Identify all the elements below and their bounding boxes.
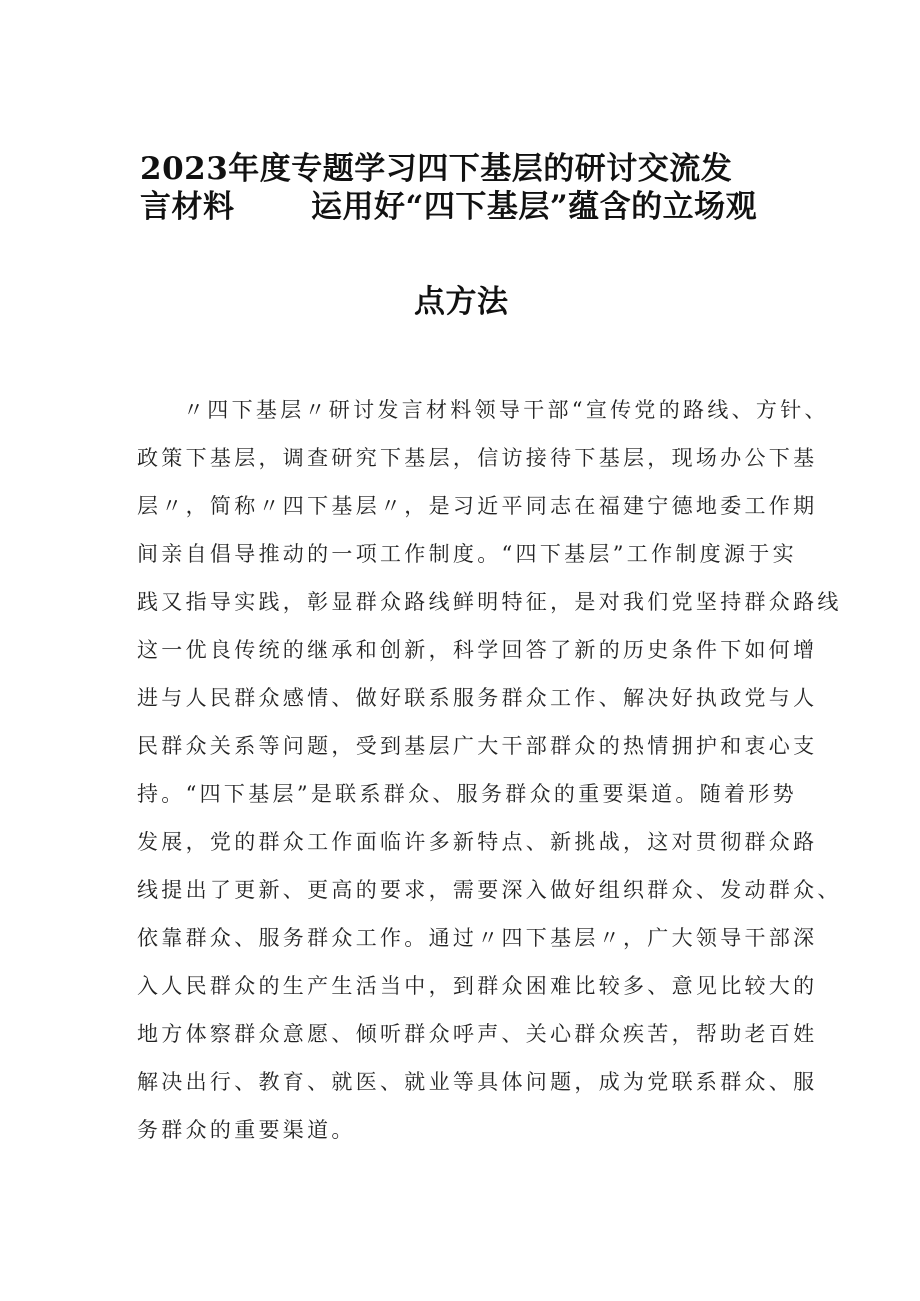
body-text-line: 务群众的重要渠道。 (137, 1118, 356, 1142)
document-title-line-2a: 言材料 (140, 189, 235, 225)
body-text-line: 民群众关系等问题，受到基层广大干部群众的热情拥护和衷心支 (137, 734, 818, 758)
body-text-line: 间亲自倡导推动的一项工作制度。“四下基层”工作制度源于实 (137, 542, 797, 566)
body-text-line: 地方体察群众意愿、倾听群众呼声、关心群众疾苦，帮助老百姓 (137, 1022, 818, 1046)
document-title-line-2b: 运用好“四下基层”蕴含的立场观 (311, 189, 758, 225)
document-title-line-3: 点方法 (414, 284, 509, 320)
body-text-line: 政策下基层，调查研究下基层，信访接待下基层，现场办公下基 (137, 446, 818, 470)
body-text-line: 〃四下基层〃研讨发言材料领导干部“宣传党的路线、方针、 (183, 398, 829, 422)
body-text-line: 线提出了更新、更高的要求，需要深入做好组织群众、发动群众、 (137, 878, 842, 902)
body-text-line: 层〃，简称〃四下基层〃，是习近平同志在福建宁德地委工作期 (137, 494, 818, 518)
body-text-line: 持。“四下基层”是联系群众、服务群众的重要渠道。随着形势 (137, 782, 797, 806)
body-text-line: 这一优良传统的继承和创新，科学回答了新的历史条件下如何增 (137, 638, 818, 662)
body-text-line: 发展，党的群众工作面临许多新特点、新挑战，这对贯彻群众路 (137, 830, 818, 854)
body-text-line: 践又指导实践，彰显群众路线鲜明特征，是对我们党坚持群众路线 (137, 590, 842, 614)
body-text-line: 依靠群众、服务群众工作。通过〃四下基层〃，广大领导干部深 (137, 926, 818, 950)
body-text-line: 解决出行、教育、就医、就业等具体问题，成为党联系群众、服 (137, 1070, 818, 1094)
body-text-line: 入人民群众的生产生活当中，到群众困难比较多、意见比较大的 (137, 974, 818, 998)
document-title-line-1: 2023年度专题学习四下基层的研讨交流发 (140, 151, 733, 187)
body-text-line: 进与人民群众感情、做好联系服务群众工作、解决好执政党与人 (137, 686, 818, 710)
